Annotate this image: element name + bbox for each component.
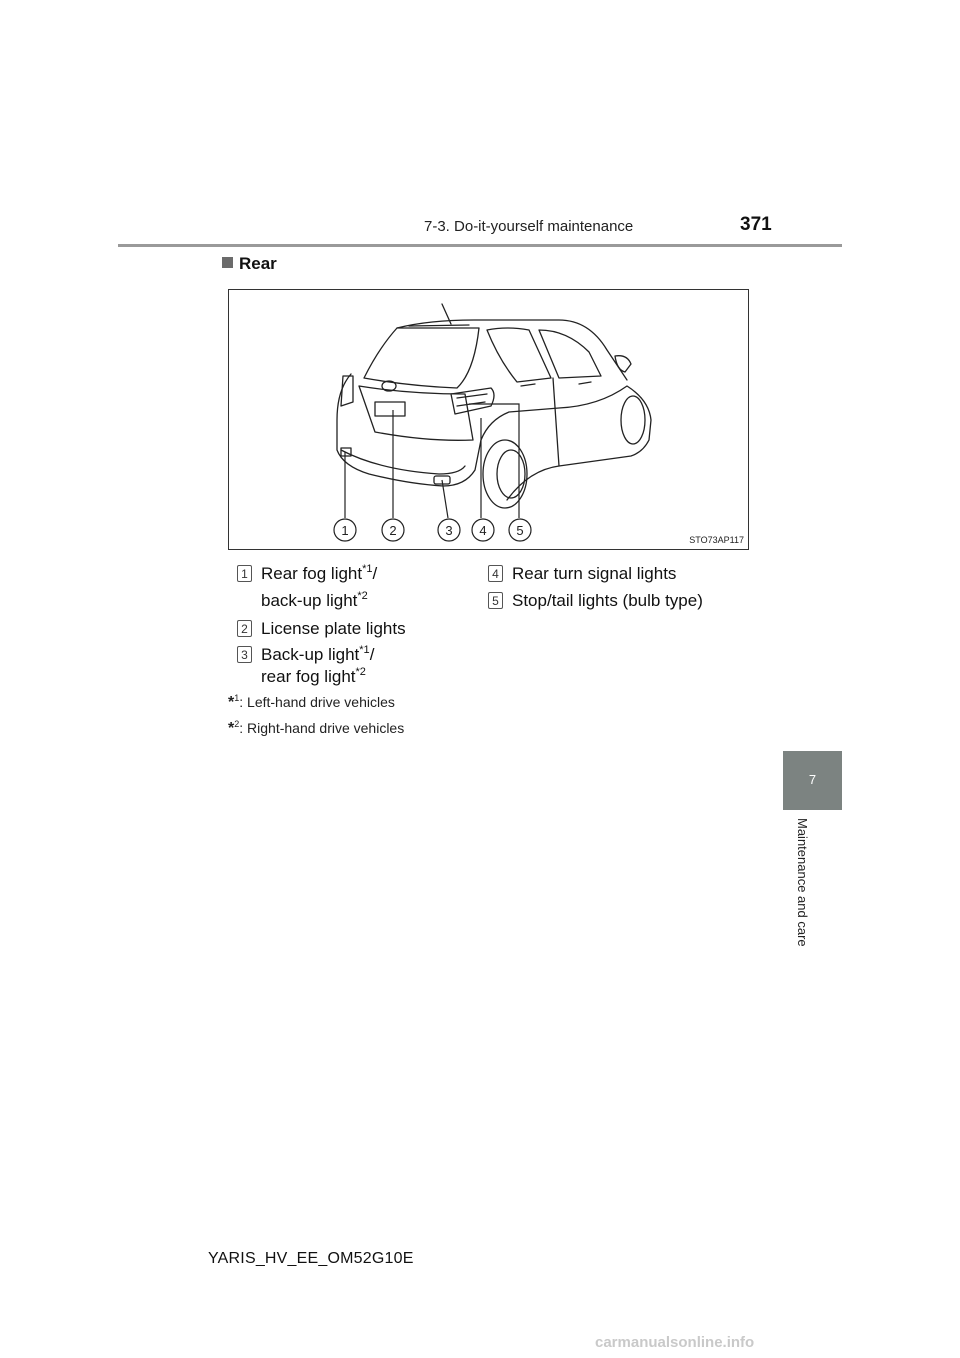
legend-1-sup1: *1 (362, 563, 373, 575)
legend-3-slash: / (369, 645, 375, 664)
legend-item-1 (237, 562, 467, 618)
side-mirror (615, 356, 631, 372)
section-heading (222, 254, 277, 274)
watermark: carmanualsonline.info (595, 1334, 755, 1351)
callout-number-5: 5 (516, 523, 524, 538)
footnote-2-star: * (228, 720, 235, 737)
callout-number-1: 1 (341, 523, 349, 538)
footnote-2-sup: 2 (234, 719, 240, 729)
legend-3-line2: rear fog light (261, 667, 356, 686)
footnote-2-text: : Right-hand drive vehicles (239, 720, 405, 736)
heading-square-icon (222, 257, 233, 268)
page-number: 371 (740, 214, 772, 235)
legend-badge-1: 1 (237, 565, 252, 582)
rear-wheel-inner (497, 450, 525, 498)
legend-item-5 (488, 589, 738, 615)
legend-badge-5: 5 (488, 592, 503, 609)
chapter-tab (783, 751, 842, 810)
legend-badge-4: 4 (488, 565, 503, 582)
section-title: 7-3. Do-it-yourself maintenance (424, 218, 634, 235)
legend-3-sup1: *1 (359, 644, 370, 656)
callout-number-4: 4 (479, 523, 487, 538)
illustration-code: STO73AP117 (689, 535, 744, 545)
legend-3-line1: Back-up light (261, 645, 360, 664)
legend-1-slash: / (372, 564, 378, 583)
legend-3-sup2: *2 (355, 666, 366, 678)
chapter-number: 7 (808, 772, 817, 787)
legend-item-3 (237, 643, 467, 695)
legend-text-4: Rear turn signal lights (512, 564, 677, 583)
callout-number-2: 2 (389, 523, 397, 538)
header-divider (118, 244, 842, 247)
legend-item-4 (488, 562, 738, 588)
footnote-1-sup: 1 (234, 693, 240, 703)
chapter-label: Maintenance and care (795, 818, 810, 947)
legend-text-3 (261, 643, 374, 689)
section-heading-text: Rear (239, 254, 277, 273)
right-tail-lamp (451, 388, 494, 414)
legend-badge-3: 3 (237, 646, 252, 663)
front-wheel (621, 396, 645, 444)
legend-text-1 (261, 562, 377, 613)
door-handles (521, 382, 591, 386)
spoiler-line (409, 325, 469, 326)
legend-text-5: Stop/tail lights (bulb type) (512, 591, 703, 610)
car-rear-illustration (228, 289, 749, 550)
roof-line (397, 320, 627, 380)
rear-wheel (483, 440, 527, 508)
footnote-1-star: * (228, 694, 235, 711)
legend-1-line2: back-up light (261, 591, 358, 610)
legend-text-2: License plate lights (261, 619, 406, 638)
car-rear-drawing (229, 290, 748, 549)
document-code: YARIS_HV_EE_OM52G10E (208, 1250, 414, 1267)
legend-item-2 (237, 617, 467, 643)
footnote-1 (228, 694, 395, 712)
door-seam (553, 378, 559, 466)
legend-1-sup2: *2 (357, 590, 368, 602)
legend-1-line1: Rear fog light (261, 564, 363, 583)
footnote-1-text: : Left-hand drive vehicles (239, 694, 395, 710)
callout-number-3: 3 (445, 523, 453, 538)
license-plate (375, 402, 405, 416)
footnote-2 (228, 720, 404, 738)
rear-window (364, 328, 479, 388)
legend-badge-2: 2 (237, 620, 252, 637)
